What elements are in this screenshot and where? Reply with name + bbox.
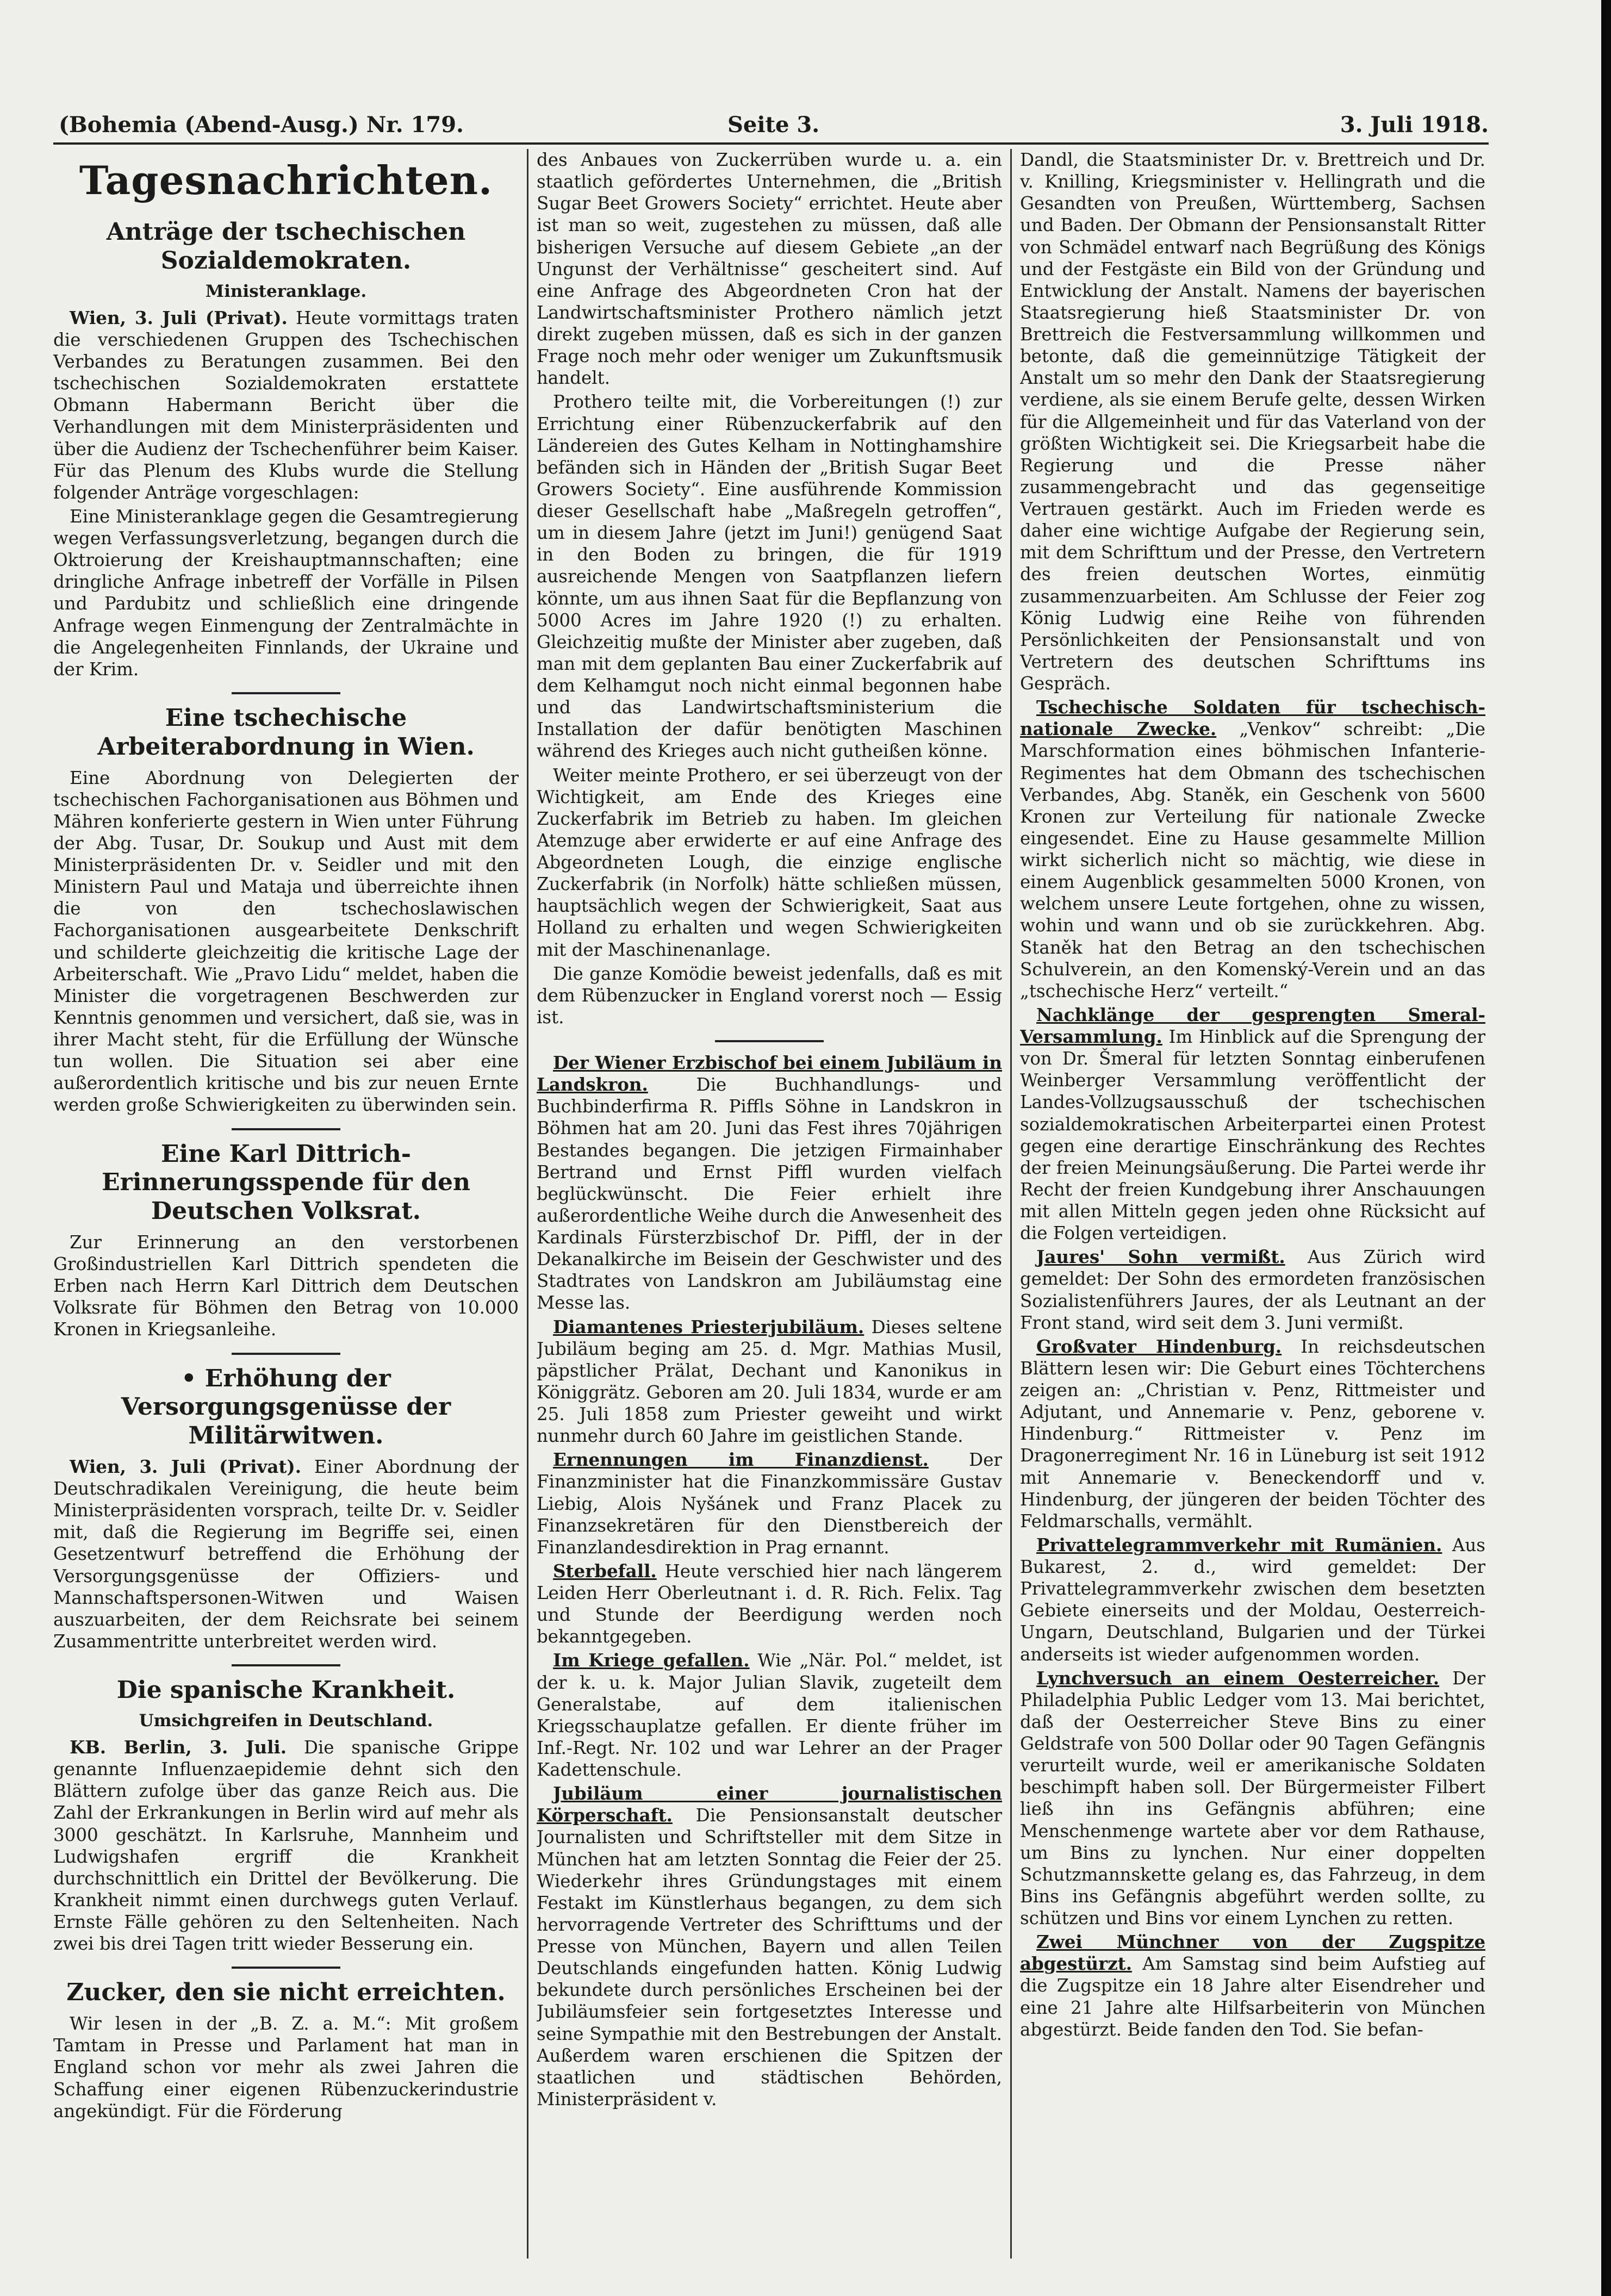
news-item-head: Jubiläum einer journalistischen Körperschaft. xyxy=(537,1783,1002,1826)
header-issue: (Bohemia (Abend-Ausg.) Nr. 179. xyxy=(59,112,464,138)
news-item-text: Die Pensionsanstalt deutscher Journalisten und Schriftsteller mit dem Sitze in München hat am letzten Sonntag die Feier der 25. Wiederkehr ihres Gründungstages mit einem Festakt im Künstlerhaus begangen, zu dem sich hervorragende Vertreter des Schrifttums und der Presse von München, Bayern und allen Teilen Deutschlands eingefunden hatten. König Ludwig bekundete durch persönliches Erscheinen bei der Jubiläumsfeier sein fortgesetztes Interesse und seine Sympathie mit den Bestrebungen der Anstalt. Außerdem waren erschienen die Spitzen der staatlichen und städtischen Behörden, Ministerpräsident v. xyxy=(537,1805,1002,2110)
column-1 xyxy=(53,149,519,2258)
news-item-head: Der Wiener Erzbischof bei einem Jubiläum in Landskron. xyxy=(537,1052,1002,1096)
article-text: Die ganze Komödie beweist jedenfalls, daß es mit dem Rübenzucker in England vorerst noch — Essig ist. xyxy=(537,963,1002,1028)
article-headline: Eine tschechische Arbeiterabordnung in Wien. xyxy=(97,704,475,761)
article-headline: Zucker, den sie nicht erreichten. xyxy=(66,1978,506,2007)
news-item-text: In reichsdeutschen Blättern lesen wir: Die Geburt eines Töchterchens zeigen an: „Christian v. Penz, Rittmeister und Adjutant, und Annemarie v. Penz, geborene v. Hindenburg.“ Rittmeister v. Penz im Dragonerregiment Nr. 16 in Lüneburg ist seit 1912 mit Annemarie v. Beneckendorff und v. Hindenburg, der jüngeren der beiden Töchter des Feldmarschalls, vermählt. xyxy=(1020,1336,1485,1532)
news-item-text: „Venkov“ schreibt: „Die Marschformation eines böhmischen Infanterie-Regimentes hat dem Obmann des tschechischen Verbandes, Abg. Staněk, ein Geschenk von 5600 Kronen zur Verteilung für nationale Zwecke eingesendet. Eine zu Hause gesammelte Million wirkt sicherlich nicht so mächtig, wie diese in einem Augenblick gesammelten 5000 Kronen, von welchem unsere Leute fortgehen, ohne zu wissen, wohin und wann und ob sie zurückkehren. Abg. Staněk hat den Betrag an den tschechischen Schulverein, an den Komenský-Verein und an das „tschechische Herz“ verteilt.“ xyxy=(1020,719,1485,1001)
separator-rule xyxy=(232,1967,340,1969)
page-header xyxy=(53,107,1489,141)
header-page-number: Seite 3. xyxy=(727,112,820,138)
header-rule xyxy=(53,142,1489,145)
header-date: 3. Juli 1918. xyxy=(1340,112,1489,138)
news-item-text: Im Hinblick auf die Sprengung der von Dr. Šmeral für letzten Sonntag einberufenen Weinberger Versammlung veröffentlicht der Landes-Vollzugsausschuß der tschechischen sozialdemokratischen Arbeiterpartei einen Protest gegen eine derartige Einschränkung des Rechtes der freien Meinungsäußerung. Die Partei werde ihr Recht der freien Kundgebung ihrer Anschauungen mit allen Mitteln gegen jeden ohne Rücksicht auf die Folgen verteidigen. xyxy=(1020,1026,1485,1244)
article-headline: Die spanische Krankheit. xyxy=(116,1676,456,1704)
column-divider xyxy=(527,149,528,2258)
article-subhead: Ministeranklage. xyxy=(205,281,367,301)
article-headline: Eine Karl Dittrich-Erinnerungsspende für den Deutschen Volksrat. xyxy=(102,1140,470,1225)
article-text: Eine Ministeranklage gegen die Gesamtregierung wegen Verfassungsverletzung, begangen durch die Oktroierung der Kreishauptmannschaften; eine dringliche Anfrage inbetreff der Vorfälle in Pilsen und Pardubitz und schließlich eine dringende Anfrage wegen Einmengung der Zentralmächte in die Angelegenheiten Finnlands, der Ukraine und der Krim. xyxy=(53,506,519,680)
dateline: KB. Berlin, 3. Juli. xyxy=(70,1737,287,1758)
column-divider xyxy=(1010,149,1012,2258)
article-text: Einer Abordnung der Deutschradikalen Vereinigung, die heute beim Ministerpräsidenten vorsprach, teilte Dr. v. Seidler mit, daß die Regierung im Begriffe sei, einen Gesetzentwurf betreffend die Erhöhung der Versorgungsgenüsse der Offiziers- und Mannschaftspersonen-Witwen und Waisen auszuarbeiten, der dem Reichsrate bei seinem Zusammentritte unterbreitet werden wird. xyxy=(53,1456,519,1652)
article-text: Wir lesen in der „B. Z. a. M.“: Mit großem Tamtam in Presse und Parlament hat man in England schon vor mehr als zwei Jahren die Schaffung einer eigenen Rübenzuckerindustrie angekündigt. Für die Förderung xyxy=(53,2013,519,2121)
news-item-text: Am Samstag sind beim Aufstieg auf die Zugspitze ein 18 Jahre alter Eisendreher und eine 21 Jahre alte Hilfsarbeiterin von München abgestürzt. Beide fanden den Tod. Sie befan- xyxy=(1020,1953,1485,2040)
news-item-head: Diamantenes Priesterjubiläum. xyxy=(553,1316,864,1337)
separator-rule xyxy=(715,1040,824,1042)
news-item-head: Jaures' Sohn vermißt. xyxy=(1036,1246,1285,1268)
article-text: Heute vormittags traten die verschiedenen Gruppen des Tschechischen Verbandes zu Beratungen zusammen. Bei den tschechischen Sozialdemokraten erstattete Obmann Habermann Bericht über die Verhandlungen mit dem Ministerpräsidenten und über die Audienz der Tschechenführer beim Kaiser. Für das Plenum des Klubs wurde die Stellung folgender Anträge vorgeschlagen: xyxy=(53,307,519,503)
news-item-head: Tschechische Soldaten für tschechisch-nationale Zwecke. xyxy=(1020,696,1485,740)
dateline: Wien, 3. Juli (Privat). xyxy=(70,307,288,328)
article-text: Die spanische Grippe genannte Influenzaepidemie dehnt sich den Blättern zufolge über das ganze Reich aus. Die Zahl der Erkrankungen in Berlin wird auf mehr als 3000 geschätzt. In Karlsruhe, Mannheim und Ludwigshafen ergriff die Krankheit durchschnittlich ein Drittel der Bevölkerung. Die Krankheit nimmt einen durchwegs guten Verlauf. Ernste Fälle gehören zu den Seltenheiten. Nach zwei bis drei Tagen tritt wieder Besserung ein. xyxy=(53,1737,519,1955)
separator-rule xyxy=(232,1128,340,1130)
news-item-text: Dieses seltene Jubiläum beging am 25. d. Mgr. Mathias Musil, päpstlicher Prälat, Dechant und Kanonikus in Königgrätz. Geboren am 20. Juli 1834, wurde er am 25. Juli 1858 zum Priester geweiht und wirkt nunmehr durch 60 Jahre im geistlichen Stande. xyxy=(537,1316,1002,1447)
separator-rule xyxy=(232,692,340,694)
news-item-text: Aus Zürich wird gemeldet: Der Sohn des ermordeten französischen Sozialistenführers Jaures, der als Leutnant an der Front stand, wird seit dem 3. Juni vermißt. xyxy=(1020,1247,1485,1333)
news-item-text: Wie „När. Pol.“ meldet, ist der k. u. k. Major Julian Slavik, zugeteilt dem Generalstabe, auf dem italienischen Kriegsschauplatze gefallen. Er diente früher im Inf.-Regt. Nr. 102 und war Lehrer an der Prager Kadettenschule. xyxy=(537,1650,1002,1780)
news-item-head: Privattelegrammverkehr mit Rumänien. xyxy=(1036,1534,1442,1555)
article-headline: Anträge der tschechischen Sozialdemokraten. xyxy=(106,217,466,275)
news-item-text: Die Buchhandlungs- und Buchbinderfirma R. Piffls Söhne in Landskron in Böhmen hat am 20. Juni das Fest ihres 70jährigen Bestandes begangen. Die jetzigen Firmainhaber Bertrand und Ernst Piffl wurden vielfach beglückwünscht. Die Feier erhielt ihre außerordentliche Weihe durch die Anwesenheit des Kardinals Fürsterzbischof Dr. Piffl, der in der Dekanalkirche im Beisein der Geschwister und des Stadtrates von Landskron am Jubiläumstag eine Messe las. xyxy=(537,1074,1002,1314)
news-item-text: Aus Bukarest, 2. d., wird gemeldet: Der Privattelegrammverkehr zwischen dem besetzten Gebiete einerseits und der Moldau, Oesterreich-Ungarn, Deutschland, Bulgarien und der Türkei anderseits ist wieder aufgenommen worden. xyxy=(1020,1534,1485,1665)
column-3 xyxy=(1020,149,1485,2258)
separator-rule xyxy=(232,1664,340,1666)
article-text: Prothero teilte mit, die Vorbereitungen (!) zur Errichtung einer Rübenzuckerfabrik auf den Ländereien des Gutes Kelham in Nottinghamshire befänden sich in Händen der „British Sugar Beet Growers Society“. Eine ausführende Kommission dieser Gesellschaft habe „Maßregeln getroffen“, um in diesem Jahre (jetzt im Juni!) genügend Saat in den Boden zu bringen, die für 1919 ausreichende Mengen von Saatpflanzen liefern könnte, um aus ihnen Saat für die Bepflanzung von 5000 Acres im Jahre 1920 (!) zu erhalten. Gleichzeitig mußte der Minister aber zugeben, daß man mit dem geplanten Bau einer Zuckerfabrik auf dem Kelhamgut noch nicht einmal begonnen habe und das Landwirtschaftsministerium die Installation der dafür benötigten Maschinen während des Krieges auch nicht gutheißen könne. xyxy=(537,391,1002,762)
news-item-head: Sterbefall. xyxy=(553,1560,657,1582)
news-item-head: Lynchversuch an einem Oesterreicher. xyxy=(1036,1667,1440,1689)
article-text: Zur Erinnerung an den verstorbenen Großindustriellen Karl Dittrich spendeten die Erben nach Herrn Karl Dittrich dem Deutschen Volksrate für Böhmen den Betrag von 10.000 Kronen in Kriegsanleihe. xyxy=(53,1231,519,1340)
article-headline: • Erhöhung der Versorgungsgenüsse der Militärwitwen. xyxy=(121,1364,451,1450)
article-text: Eine Abordnung von Delegierten der tschechischen Fachorganisationen aus Böhmen und Mähren konferierte gestern in Wien unter Führung der Abg. Tusar, Dr. Soukup und Aust mit dem Ministerpräsidenten Dr. v. Seidler und mit den Ministern Paul und Mataja und überreichte ihnen die von den tschechoslawischen Fachorganisationen ausgearbeitete Denkschrift und schilderte gleichzeitig die kritische Lage der Arbeiterschaft. Wie „Pravo Lidu“ meldet, haben die Minister die vorgetragenen Beschwerden zur Kenntnis genommen und versichert, daß sie, was in ihrer Macht steht, für die Erfüllung der Wünsche tun wollen. Die Situation sei aber eine außerordentlich kritische und bis zur neuen Ernte werden große Schwierigkeiten zu überwinden sein. xyxy=(53,767,519,1116)
news-item-head: Ernennungen im Finanzdienst. xyxy=(553,1449,929,1471)
news-item-text: Heute verschied hier nach längerem Leiden Herr Oberleutnant i. d. R. Rich. Felix. Tag und Stunde der Beerdigung werden noch bekanntgegeben. xyxy=(537,1560,1002,1647)
dateline: Wien, 3. Juli (Privat). xyxy=(70,1455,302,1477)
news-item-head: Großvater Hindenburg. xyxy=(1036,1335,1282,1357)
news-item-head: Im Kriege gefallen. xyxy=(553,1650,750,1671)
section-title: Tagesnachrichten. xyxy=(79,157,493,203)
article-text: Weiter meinte Prothero, er sei überzeugt von der Wichtigkeit, am Ende des Krieges eine Zuckerfabrik im Betrieb zu haben. Im gleichen Atemzuge aber erwiderte er auf eine Anfrage des Abgeordneten Lough, die einzige englische Zuckerfabrik (in Norfolk) hätte schließen müssen, hauptsächlich wegen der Schwierigkeit, Saat aus Holland zu erhalten und wegen Schwierigkeiten mit der Maschinenanlage. xyxy=(537,764,1002,960)
separator-rule xyxy=(232,1353,340,1355)
article-subhead: Umsichgreifen in Deutschland. xyxy=(139,1710,433,1731)
page-frame xyxy=(53,107,1489,2260)
scan-edge-bar xyxy=(1601,0,1611,2296)
news-item-text: Der Finanzminister hat die Finanzkommissäre Gustav Liebig, Alois Nyšánek und Franz Placek zu Finanzsekretären für den Dienstbereich der Finanzlandesdirektion in Prag ernannt. xyxy=(537,1449,1002,1558)
news-item-head: Zwei Münchner von der Zugspitze abgestürzt. xyxy=(1020,1931,1485,1975)
article-text: des Anbaues von Zuckerrüben wurde u. a. ein staatlich gefördertes Unternehmen, die „British Sugar Beet Growers Society“ errichtet. Heute aber ist man so weit, zugestehen zu müssen, daß alle bisherigen Versuche auf diesem Gebiete „an der Ungunst der Verhältnisse“ gescheitert sind. Auf eine Anfrage des Abgeordneten Cron hat der Landwirtschaftsminister Prothero nämlich jetzt direkt zugeben müssen, daß es sich in der ganzen Frage noch mehr oder weniger um Zukunftsmusik handelt. xyxy=(537,150,1002,389)
news-item-text: Der Philadelphia Public Ledger vom 13. Mai berichtet, daß der Oesterreicher Steve Bins zu einer Geldstrafe von 500 Dollar oder 90 Tagen Gefängnis verurteilt wurde, weil er amerikanische Soldaten beschimpft haben soll. Der Bürgermeister Filbert ließ ihn ins Gefängnis abführen; eine Menschenmenge wartete aber vor dem Rathause, um Bins zu lynchen. Nur einer doppelten Schutzmannskette gelang es, das Fahrzeug, in dem Bins ins Gefängnis abgeführt werden sollte, zu schützen und Bins vor einem Lynchen zu retten. xyxy=(1020,1667,1485,1928)
article-text: Dandl, die Staatsminister Dr. v. Brettreich und Dr. v. Knilling, Kriegsminister v. Hellingrath und die Gesandten von Preußen, Württemberg, Sachsen und Baden. Der Obmann der Pensionsanstalt Ritter von Schmädel entwarf nach Begrüßung des Königs und der Festgäste ein Bild von der Gründung und Entwicklung der Anstalt. Namens der bayerischen Staatsregierung hieß Staatsminister Dr. von Brettreich die Festversammlung willkommen und betonte, daß die gemeinnützige Tätigkeit der Anstalt um so mehr den Dank der Staatsregierung verdiene, als sie einem Berufe gelte, dessen Wirken für die Allgemeinheit und für das Vaterland von der größten Wichtigkeit sei. Die Kriegsarbeit habe die Regierung und die Presse näher zusammengebracht und das gegenseitige Vertrauen gestärkt. Auch im Frieden werde es daher eine wichtige Aufgabe der Regierung sein, mit dem Schrifttum und der Presse, den Vertretern des freien deutschen Wortes, einmütig zusammenzuarbeiten. Am Schlusse der Feier zog König Ludwig eine Reihe von führenden Persönlichkeiten der Pensionsanstalt und von Vertretern des deutschen Schrifttums ins Gespräch. xyxy=(1020,150,1485,694)
news-item-head: Nachklänge der gesprengten Smeral-Versammlung. xyxy=(1020,1004,1485,1047)
column-2 xyxy=(537,149,1002,2258)
